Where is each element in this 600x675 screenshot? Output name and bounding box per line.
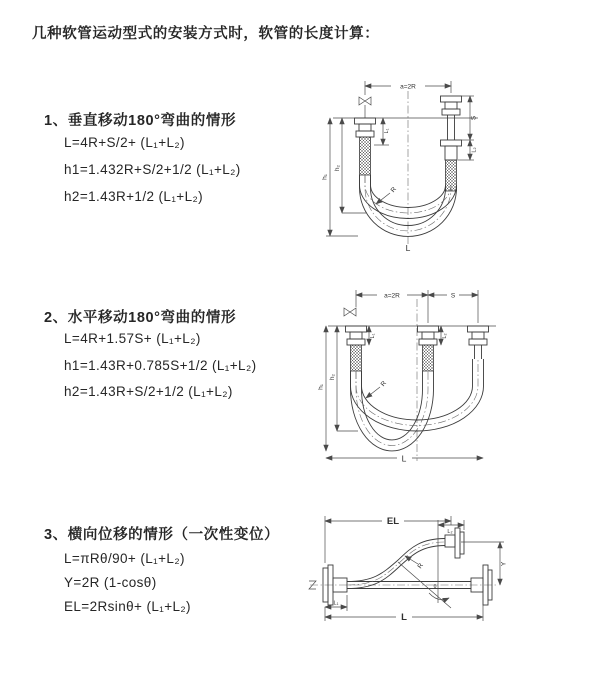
dim-label-l: L bbox=[401, 453, 407, 464]
dimension-h1 bbox=[318, 326, 327, 451]
section-3-formula-el: EL=2Rsinθ+ (L₁+L₂) bbox=[64, 599, 191, 614]
right-flange bbox=[468, 326, 489, 359]
dimension-l bbox=[326, 453, 483, 464]
section-1-heading: 1、垂直移动180°弯曲的情形 bbox=[44, 113, 237, 129]
valve-icon bbox=[344, 308, 356, 316]
dim-label-h2: h₂ bbox=[329, 373, 336, 381]
dim-label-a2r: a=2R bbox=[384, 292, 400, 300]
section-2-heading: 2、水平移动180°弯曲的情形 bbox=[44, 310, 237, 326]
section-1-formula-h1: h1=1.432R+S/2+1/2 (L₁+L₂) bbox=[64, 162, 241, 177]
dimension-h1 bbox=[322, 118, 359, 236]
section-1-formula-l: L=4R+S/2+ (L₁+L₂) bbox=[64, 135, 185, 150]
dim-label-l1: L₁ bbox=[370, 333, 376, 339]
section-2-formula-h1: h1=1.43R+0.785S+1/2 (L₁+L₂) bbox=[64, 358, 257, 373]
dim-label-el: EL bbox=[386, 516, 400, 527]
dimension-el bbox=[325, 515, 451, 564]
section-1-formula-h2: h2=1.43R+1/2 (L₁+L₂) bbox=[64, 189, 204, 204]
dimension-l2 bbox=[441, 326, 448, 345]
dim-label-r: R bbox=[416, 562, 425, 571]
dim-label-l1: L₁ bbox=[384, 128, 390, 134]
dimension-l1 bbox=[374, 118, 390, 145]
right-flange-positions bbox=[441, 96, 462, 191]
dim-label-l1: L₁ bbox=[333, 600, 339, 607]
radius-callout bbox=[376, 186, 398, 204]
section-3-formula-y: Y=2R (1-cosθ) bbox=[64, 575, 157, 590]
dim-label-l: L bbox=[405, 243, 411, 253]
dim-label-a2r: a=2R bbox=[400, 83, 416, 91]
dim-label-s: S bbox=[470, 115, 478, 121]
page-title: 几种软管运动型式的安装方式时，软管的长度计算： bbox=[32, 26, 380, 42]
dimension-l1 bbox=[369, 326, 376, 345]
braided-section bbox=[360, 137, 371, 175]
diagram-vertical-180-bend bbox=[308, 73, 598, 258]
dim-label-r: R bbox=[379, 379, 389, 389]
braided-section bbox=[423, 345, 434, 371]
section-2-formula-h2: h2=1.43R+S/2+1/2 (L₁+L₂) bbox=[64, 384, 233, 399]
radius-callout bbox=[366, 380, 388, 398]
middle-flange bbox=[418, 326, 439, 371]
dimension-l2 bbox=[458, 140, 478, 160]
dim-label-l: L bbox=[401, 612, 407, 623]
dim-label-l2: L₂ bbox=[471, 147, 478, 153]
diagram-horizontal-180-bend bbox=[306, 281, 596, 466]
dim-label-l2: L₂ bbox=[442, 333, 448, 339]
dim-label-h1: h₁ bbox=[317, 384, 325, 390]
section-3-formula-l: L=πRθ/90+ (L₁+L₂) bbox=[64, 551, 185, 566]
dim-label-h2: h₂ bbox=[334, 164, 341, 172]
dim-label-s: S bbox=[450, 292, 456, 300]
radius-callout bbox=[405, 556, 425, 570]
dimension-h2 bbox=[329, 326, 358, 431]
dim-label-l2: L₂ bbox=[447, 529, 453, 535]
dimension-s bbox=[428, 290, 478, 323]
dim-label-theta: θ bbox=[433, 584, 437, 590]
dimension-y bbox=[461, 542, 508, 585]
left-flange bbox=[355, 118, 376, 175]
hose-s-curve bbox=[347, 539, 445, 589]
dim-label-y: Y bbox=[500, 561, 508, 567]
dim-label-r: R bbox=[389, 185, 399, 195]
valve-icon bbox=[359, 97, 371, 118]
dimension-l bbox=[325, 595, 483, 623]
dim-label-h1: h₁ bbox=[321, 174, 329, 180]
braided-section bbox=[351, 345, 362, 371]
section-2-formula-l: L=4R+1.57S+ (L₁+L₂) bbox=[64, 331, 201, 346]
left-flange bbox=[346, 326, 367, 371]
section-3-heading: 3、横向位移的情形（一次性变位） bbox=[44, 527, 280, 543]
diagram-lateral-displacement bbox=[298, 500, 598, 635]
